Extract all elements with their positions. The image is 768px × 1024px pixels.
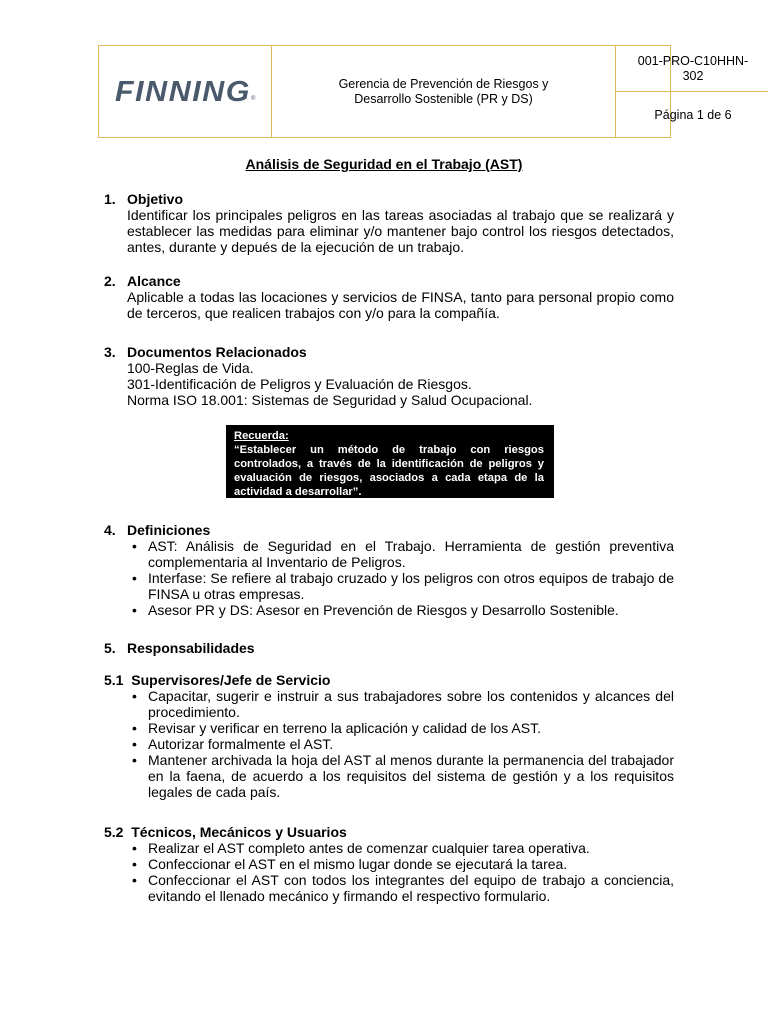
section-heading: 1. Objetivo	[104, 191, 184, 207]
section-heading: 4. Definiciones	[104, 522, 211, 538]
page-cell	[616, 92, 768, 137]
section-definiciones	[104, 522, 674, 618]
list-item: • Realizar el AST completo antes de comenzar cualquier tarea operativa.	[130, 840, 674, 856]
reminder-title: Recuerda:	[234, 430, 289, 442]
list-item: • Interfase: Se refiere al trabajo cruzado y los peligros con otros equipos de trabajo de FINSA u otras empresas.	[130, 570, 674, 602]
section-tecnicos	[104, 824, 674, 904]
related-doc: 100-Reglas de Vida.	[127, 360, 254, 376]
list-item: • Confeccionar el AST en el mismo lugar donde se ejecutará la tarea.	[130, 856, 674, 872]
department-cell	[272, 46, 616, 137]
department-name: Gerencia de Prevención de Riesgos y Desarrollo Sostenible (PR y DS)	[338, 76, 549, 106]
page-number: Página 1 de 6	[654, 107, 732, 122]
list-item: • Capacitar, sugerir e instruir a sus trabajadores sobre los contenidos y alcances del procedimiento.	[130, 688, 674, 720]
section-heading: 2. Alcance	[104, 273, 181, 289]
list-item: • Asesor PR y DS: Asesor en Prevención de Riesgos y Desarrollo Sostenible.	[130, 602, 674, 618]
reminder-box	[226, 425, 554, 498]
section-heading: 3. Documentos Relacionados	[104, 344, 307, 360]
section-text: Aplicable a todas las locaciones y servicios de FINSA, tanto para personal propio como de terceros, que realicen trabajos con y/o para la compañía.	[127, 289, 674, 321]
technician-duties-list	[130, 840, 674, 904]
document-title: Análisis de Seguridad en el Trabajo (AST)	[245, 156, 523, 172]
logo-text: FINNING	[115, 77, 251, 105]
related-doc: Norma ISO 18.001: Sistemas de Seguridad y Salud Ocupacional.	[127, 392, 533, 408]
list-item: • Confeccionar el AST con todos los integrantes del equipo de trabajo a conciencia, evitando el llenado mecánico y firmando el respectivo formulario.	[130, 872, 674, 904]
section-heading: 5. Responsabilidades	[104, 640, 255, 656]
section-documentos	[104, 344, 674, 408]
list-item: • Mantener archivada la hoja del AST al menos durante la permanencia del trabajador en la faena, de acuerdo a los requisitos del sistema de gestión y a los requisitos legales de cada país.	[130, 752, 674, 800]
section-supervisores	[104, 672, 674, 800]
logo-cell	[99, 46, 272, 137]
finning-logo	[115, 77, 257, 105]
supervisor-duties-list	[130, 688, 674, 800]
reminder-text: “Establecer un método de trabajo con riesgos controlados, a través de la identificación de peligros y evaluación de riesgos, asociados a cada etapa de la actividad a desarrollar”.	[234, 444, 544, 498]
doc-code-cell	[616, 46, 768, 92]
section-responsabilidades	[104, 640, 674, 656]
list-item: • AST: Análisis de Seguridad en el Trabajo. Herramienta de gestión preventiva complementaria al Inventario de Peligros.	[130, 538, 674, 570]
list-item: • Revisar y verificar en terreno la aplicación y calidad de los AST.	[130, 720, 674, 736]
document-header	[98, 45, 749, 138]
doc-code: 001-PRO-C10HHN-302	[637, 53, 749, 83]
definitions-list	[130, 538, 674, 618]
section-text: Identificar los principales peligros en las tareas asociadas al trabajo que se realizará y establecer las medidas para eliminar y/o mantener bajo control los riesgos detectados, antes, durante y depués de la ejecución de un trabajo.	[127, 207, 674, 255]
section-objetivo	[104, 191, 674, 255]
related-doc: 301-Identificación de Peligros y Evaluación de Riesgos.	[127, 376, 472, 392]
list-item: • Autorizar formalmente el AST.	[130, 736, 674, 752]
section-heading: 5.2 Técnicos, Mecánicos y Usuarios	[104, 824, 347, 840]
section-alcance	[104, 273, 674, 321]
svg-text:®: ®	[251, 96, 256, 102]
section-heading: 5.1 Supervisores/Jefe de Servicio	[104, 672, 331, 688]
